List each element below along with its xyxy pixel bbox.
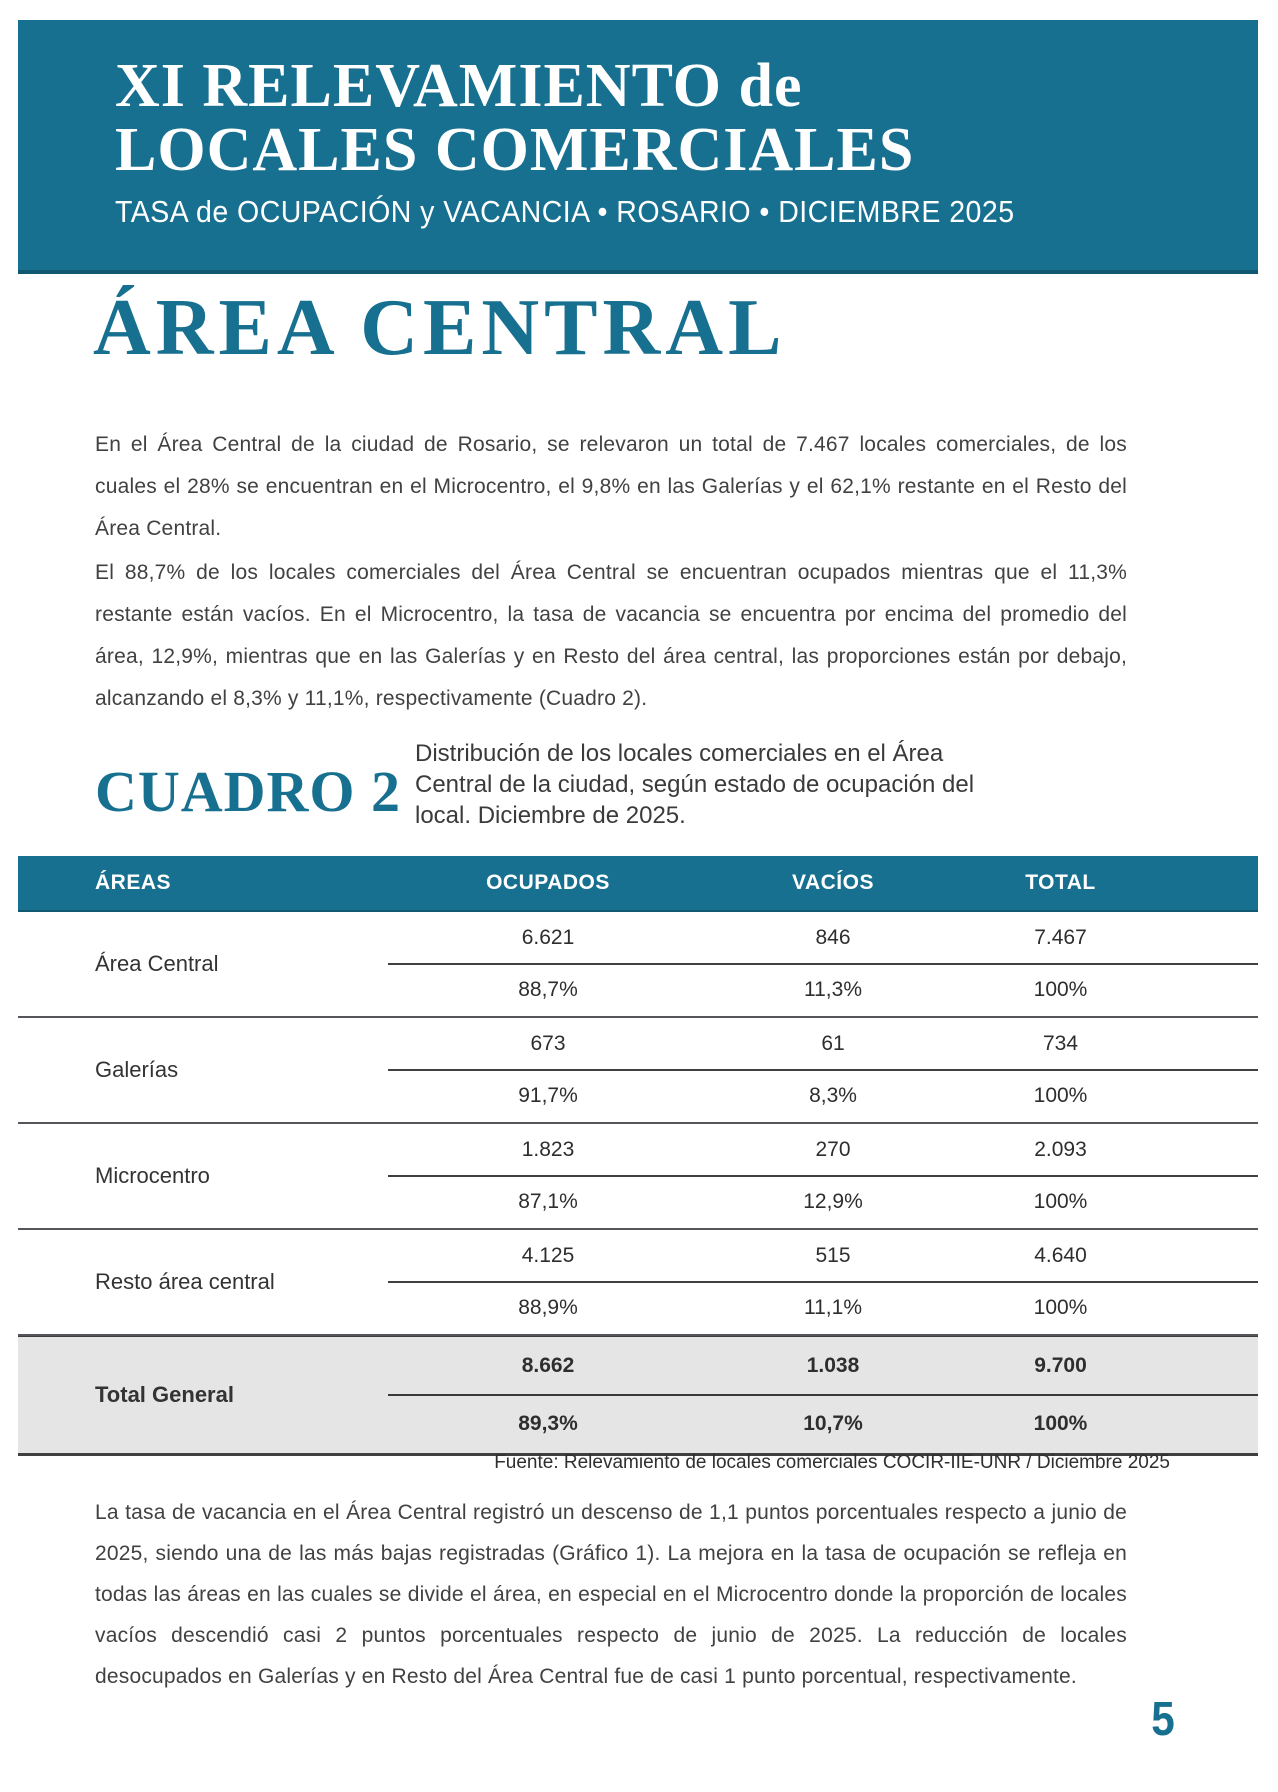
vacios-count-cell: 846: [815, 926, 851, 949]
total-percent-cell: 100%: [1033, 1412, 1088, 1435]
ocupados-count-cell: 6.621: [521, 926, 575, 949]
table-source-note: Fuente: Relevamiento de locales comerciales COCIR-IIE-UNR / Diciembre 2025: [494, 1452, 1170, 1473]
header-total: TOTAL: [1025, 871, 1096, 894]
vacios-percent-cell: 12,9%: [803, 1190, 863, 1213]
row-divider: [388, 1175, 1258, 1177]
total-percent-cell: 100%: [1033, 1296, 1088, 1319]
area-label-cell: Resto área central: [95, 1269, 275, 1294]
vacios-count-cell: 61: [821, 1032, 845, 1055]
cuadro2-table-body: [18, 912, 1258, 1456]
header-ocupados: OCUPADOS: [486, 871, 610, 894]
report-title-line2: LOCALES COMERCIALES: [115, 116, 915, 184]
table-row: [18, 1018, 1258, 1124]
vacios-count-cell: 515: [815, 1244, 851, 1267]
table-header-row: [18, 856, 1258, 912]
vacios-percent-cell: 11,3%: [804, 978, 862, 1001]
table-row: [18, 1124, 1258, 1230]
vacios-percent-cell: 10,7%: [803, 1412, 863, 1435]
ocupados-percent-cell: 91,7%: [518, 1084, 578, 1107]
ocupados-percent-cell: 88,7%: [518, 978, 578, 1001]
cuadro2-caption-block: [0, 742, 1278, 842]
total-count-cell: 2.093: [1034, 1138, 1087, 1161]
section-heading: ÁREA CENTRAL: [93, 284, 787, 372]
vacios-percent-cell: 11,1%: [804, 1296, 862, 1319]
total-percent-cell: 100%: [1033, 1190, 1088, 1213]
banner-content: [18, 20, 1258, 230]
cuadro2-caption: Distribución de los locales comerciales en el Área Central de la ciudad, según estado de ocupación del local. Diciembre de 2025.: [415, 740, 975, 829]
vacios-count-cell: 1.038: [806, 1354, 860, 1377]
total-count-cell: 7.467: [1034, 926, 1087, 949]
body-paragraph-1: En el Área Central de la ciudad de Rosario, se relevaron un total de 7.467 locales comerciales, de los cuales el 28% se encuentran en el Microcentro, el 9,8% en las Galerías y el 62,1% restante en el Resto del Área Central.: [95, 433, 1127, 540]
total-count-cell: 4.640: [1034, 1244, 1087, 1267]
ocupados-percent-cell: 87,1%: [518, 1190, 578, 1213]
total-count-cell: 734: [1042, 1032, 1079, 1055]
ocupados-count-cell: 1.823: [521, 1138, 575, 1161]
area-label-cell: Microcentro: [95, 1163, 210, 1188]
closing-paragraph: La tasa de vacancia en el Área Central registró un descenso de 1,1 puntos porcentuales respecto a junio de 2025, siendo una de las más bajas registradas (Gráfico 1). La mejora en la tasa de ocupación se refleja en todas las áreas en las cuales se divide el área, en especial en el Microcentro donde la proporción de locales vacíos descendió casi 2 puntos porcentuales respecto de junio de 2025. La reducción de locales desocupados en Galerías y en Resto del Área Central fue de casi 1 punto porcentual, respectivamente.: [95, 1501, 1127, 1688]
area-label-cell: Galerías: [95, 1057, 179, 1082]
header-areas: ÁREAS: [95, 871, 172, 894]
table-row: [18, 912, 1258, 1018]
cuadro2-table: [18, 856, 1258, 1456]
report-header-banner: [18, 20, 1258, 274]
report-subtitle: TASA de OCUPACIÓN y VACANCIA • ROSARIO • DICIEMBRE 2025: [115, 194, 1015, 229]
row-divider: [388, 963, 1258, 965]
body-paragraph-2: El 88,7% de los locales comerciales del Área Central se encuentran ocupados mientras que el 11,3% restante están vacíos. En el Microcentro, la tasa de vacancia se encuentra por encima del promedio del área, 12,9%, mientras que en las Galerías y en Resto del área central, las proporciones están por debajo, alcanzando el 8,3% y 11,1%, respectivamente (Cuadro 2).: [95, 561, 1127, 710]
ocupados-count-cell: 673: [530, 1032, 566, 1055]
ocupados-count-cell: 4.125: [521, 1244, 575, 1267]
row-divider: [388, 1069, 1258, 1071]
area-label-cell: Total General: [95, 1382, 234, 1407]
report-title-line1: XI RELEVAMIENTO de: [115, 52, 803, 120]
vacios-count-cell: 270: [815, 1138, 851, 1161]
cuadro2-label: CUADRO 2: [95, 759, 402, 824]
ocupados-percent-cell: 88,9%: [518, 1296, 578, 1319]
header-vacios: VACÍOS: [792, 871, 874, 894]
vacios-percent-cell: 8,3%: [809, 1084, 857, 1107]
row-divider: [388, 1281, 1258, 1283]
report-title: [115, 54, 1258, 182]
ocupados-count-cell: 8.662: [521, 1354, 575, 1377]
area-label-cell: Área Central: [95, 951, 219, 976]
table-row: [18, 1336, 1258, 1456]
ocupados-percent-cell: 89,3%: [518, 1412, 578, 1435]
page-number: 5: [1151, 1693, 1175, 1746]
total-count-cell: 9.700: [1034, 1354, 1087, 1377]
total-percent-cell: 100%: [1033, 978, 1088, 1001]
row-divider: [388, 1394, 1258, 1396]
total-percent-cell: 100%: [1033, 1084, 1088, 1107]
table-row: [18, 1230, 1258, 1336]
